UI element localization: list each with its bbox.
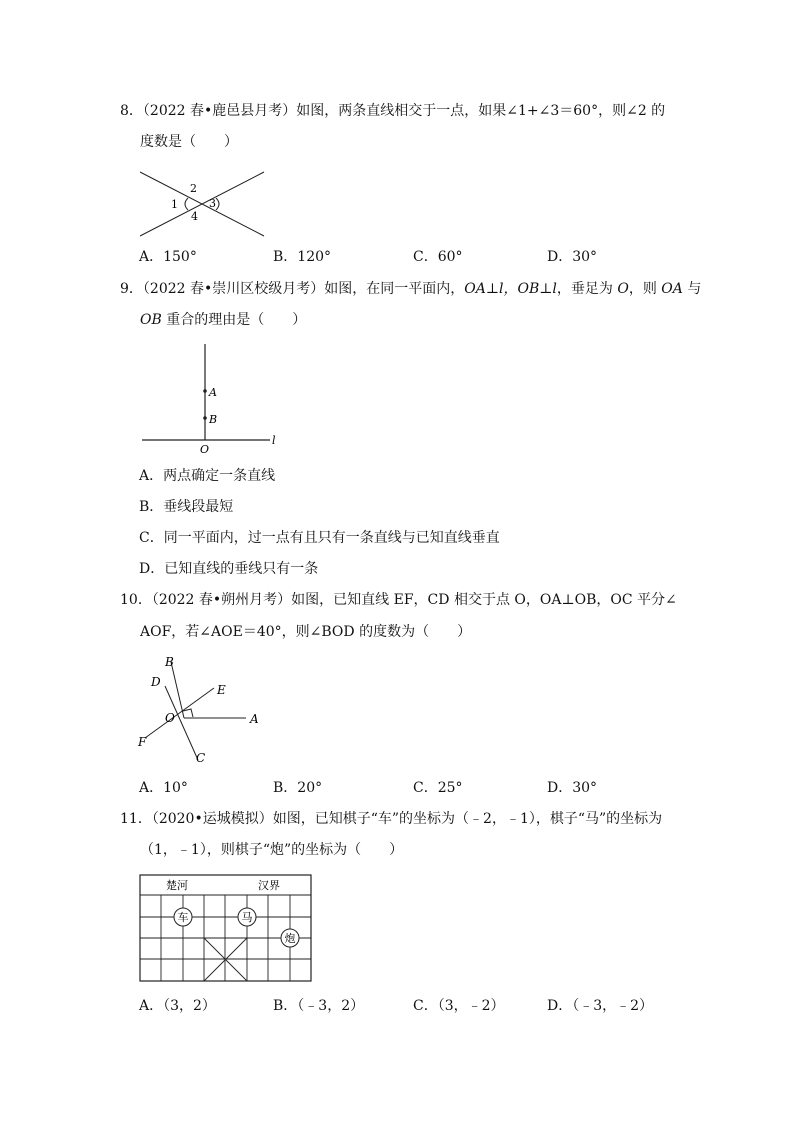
q11-number: 11． <box>120 811 152 827</box>
q9-stem-post: ，则 <box>628 281 662 297</box>
q9-point-b-label: B <box>209 413 218 426</box>
q10-option-d: D．30° <box>547 780 598 796</box>
q9-point-o-label: O <box>200 443 210 456</box>
q8-stem: 如图，两条直线相交于一点，如果∠1+∠3＝60°，则∠2 的 <box>296 103 666 119</box>
q10-option-a: A．10° <box>139 780 188 796</box>
q8-source: （2022 春•鹿邑县月考） <box>142 103 297 119</box>
q11-option-d: D．（﹣3，﹣2） <box>547 998 654 1014</box>
q11-option-a: A．（3，2） <box>139 998 216 1014</box>
q8-angle-label-1: 1 <box>171 198 178 211</box>
q9-stem-math: OA⊥l，OB⊥l <box>464 281 557 297</box>
q10-point-b-label: B <box>165 655 174 669</box>
q8-option-c: C．60° <box>413 249 463 265</box>
q8-angle-label-3: 3 <box>209 197 216 210</box>
q10-figure <box>134 652 264 772</box>
q9-figure <box>138 340 288 460</box>
q9-source: （2022 春•崇川区校级月考） <box>142 281 325 297</box>
q11-river-right-label: 汉界 <box>258 879 280 892</box>
q9-point-a-label: A <box>209 386 217 399</box>
q9-option-c: C．同一平面内，过一点有且只有一条直线与已知直线垂直 <box>139 530 500 546</box>
q8-line1 <box>120 101 665 121</box>
q10-point-a-label: A <box>250 712 259 726</box>
q10-point-c-label: C <box>196 751 206 765</box>
q9-option-a: A．两点确定一条直线 <box>139 468 276 484</box>
q8-figure <box>138 168 268 240</box>
q10-number: 10． <box>120 592 152 608</box>
q9-stem-oa: OA <box>661 281 683 297</box>
q10-point-e-label: E <box>217 683 226 697</box>
q9-stem-rest: 重合的理由是（ ） <box>161 312 307 328</box>
q11-river-left-label: 楚河 <box>166 879 188 892</box>
q9-option-d: D．已知直线的垂线只有一条 <box>139 561 319 577</box>
q8-angle-label-4: 4 <box>191 210 198 223</box>
q11-piece-ma-label: 马 <box>241 911 253 924</box>
q9-stem-ob: OB <box>140 312 162 328</box>
q11-source: （2020•运城模拟） <box>151 811 273 827</box>
q9-stem-mid: ，垂足为 <box>556 281 618 297</box>
q9-line1 <box>120 279 701 299</box>
q10-source: （2022 春•朔州月考） <box>151 592 292 608</box>
q11-chessboard-figure <box>138 872 314 984</box>
q11-line2: （1，﹣1），则棋子“炮”的坐标为（ ） <box>140 842 404 858</box>
q8-line2: 度数是（ ） <box>140 134 238 150</box>
q9-stem-o: O <box>617 281 629 297</box>
q9-line-l-label: l <box>272 434 276 447</box>
q11-option-b: B．（﹣3，2） <box>273 998 365 1014</box>
q10-option-b: B．20° <box>273 780 323 796</box>
q10-point-o-label: O <box>165 711 175 725</box>
q11-option-c: C．（3，﹣2） <box>413 998 505 1014</box>
q8-number: 8． <box>120 103 143 119</box>
q10-stem: 如图，已知直线 EF，CD 相交于点 O，OA⊥OB，OC 平分∠ <box>291 592 677 608</box>
q11-stem: 如图，已知棋子“车”的坐标为（﹣2，﹣1），棋子“马”的坐标为 <box>272 811 663 827</box>
q10-point-d-label: D <box>151 675 161 689</box>
q10-point-f-label: F <box>138 735 147 749</box>
q8-option-b: B．120° <box>273 249 332 265</box>
q8-angle-label-2: 2 <box>190 182 197 195</box>
q11-piece-pao-label: 炮 <box>284 932 296 945</box>
q9-line2 <box>140 310 306 330</box>
q10-line1 <box>120 590 677 610</box>
q9-number: 9． <box>120 281 143 297</box>
q9-stem-pre: 如图，在同一平面内， <box>324 281 465 297</box>
q10-line2: AOF，若∠AOE＝40°，则∠BOD 的度数为（ ） <box>140 624 472 640</box>
q8-option-a: A．150° <box>139 249 197 265</box>
q11-line1 <box>120 809 662 829</box>
q11-piece-che-label: 车 <box>177 911 189 924</box>
q9-stem-end: 与 <box>682 281 702 297</box>
q10-option-c: C．25° <box>413 780 463 796</box>
q8-option-d: D．30° <box>547 249 598 265</box>
q9-option-b: B．垂线段最短 <box>139 499 234 515</box>
